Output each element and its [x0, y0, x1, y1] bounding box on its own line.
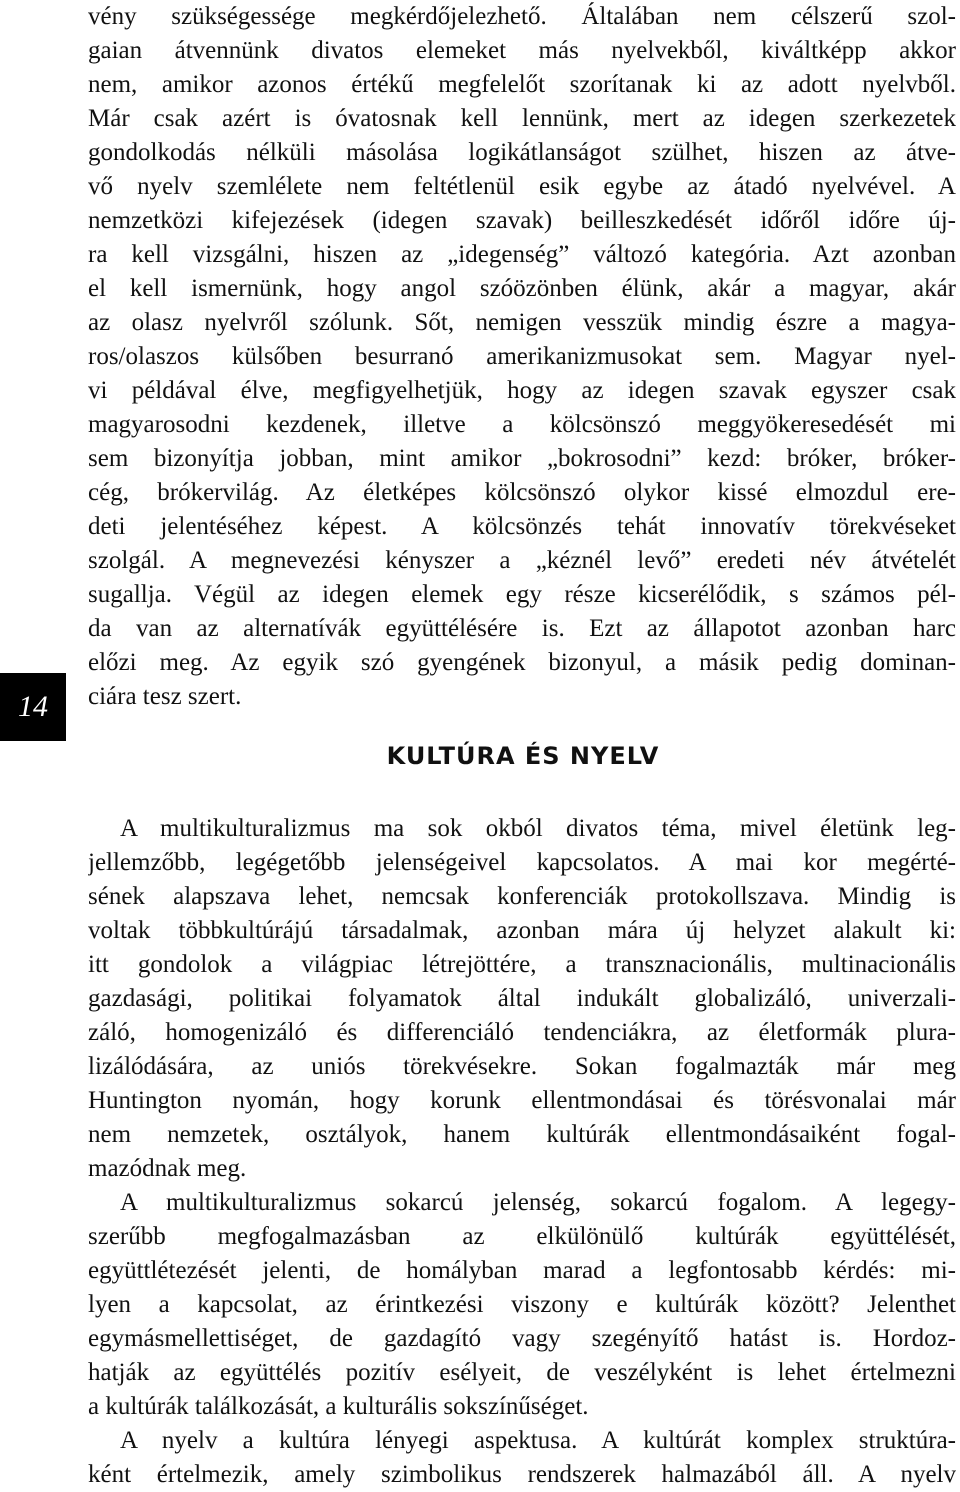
text-line: cég, brókervilág. Az életképes kölcsönszó olykor kissé elmozdul ere-	[88, 479, 956, 506]
text-line: A multikulturalizmus ma sok okból divatos téma, mivel életünk leg-	[120, 815, 956, 842]
text-line: hatják az együttélés pozitív esélyeit, de veszélyként is lehet értelmezni	[88, 1359, 956, 1386]
text-line: záló, homogenizáló és differenciáló tendenciákra, az életformák plura-	[88, 1019, 956, 1046]
text-line: gaian átvennünk divatos elemeket más nyelvekből, kiváltképp akkor	[88, 37, 956, 64]
text-line: nemzetközi kifejezések (idegen szavak) beilleszkedését időről időre új-	[88, 207, 956, 234]
text-line: da van az alternatívák együttélésére is. Ezt az állapotot azonban harc	[88, 615, 956, 642]
text-line: ra kell vizsgálni, hiszen az „idegenség” változó kategória. Azt azonban	[88, 241, 956, 268]
text-line: vő nyelv szemlélete nem feltétlenül esik egybe az átadó nyelvével. A	[88, 173, 956, 200]
text-line: együttlétezését jelenti, de homályban marad a legfontosabb kérdés: mi-	[88, 1257, 956, 1284]
text-line: sem bizonyítja jobban, mint amikor „bokrosodni” kezd: bróker, bróker-	[88, 445, 956, 472]
text-line: vi példával élve, megfigyelhetjük, hogy az idegen szavak egyszer csak	[88, 377, 956, 404]
paragraph-continued	[88, 0, 956, 714]
text-line: Huntington nyomán, hogy korunk ellentmondásai és törésvonalai már	[88, 1087, 956, 1114]
section-body	[88, 812, 956, 1492]
text-line: nem, amikor azonos értékű megfelelőt szorítanak ki az adott nyelvből.	[88, 71, 956, 98]
text-line: A multikulturalizmus sokarcú jelenség, sokarcú fogalom. A legegy-	[120, 1189, 956, 1216]
text-line: ként értelmezik, amely szimbolikus rendszerek halmazából áll. A nyelv	[88, 1461, 956, 1488]
text-line: el kell ismernünk, hogy angol szóözönben élünk, akár a magyar, akár	[88, 275, 956, 302]
text-line: a kultúrák találkozását, a kulturális sokszínűséget.	[88, 1393, 589, 1420]
text-line: lizálódására, az uniós törekvésekre. Sokan fogalmazták már meg	[88, 1053, 956, 1080]
text-line: lyen a kapcsolat, az érintkezési viszony e kultúrák között? Jelenthet	[88, 1291, 956, 1318]
text-line: deti jelentéséhez képest. A kölcsönzés tehát innovatív törekvéseket	[88, 513, 956, 540]
text-line: ciára tesz szert.	[88, 683, 242, 710]
text-line: előzi meg. Az egyik szó gyengének bizonyul, a másik pedig dominan-	[88, 649, 956, 676]
text-line: szerűbb megfogalmazásban az elkülönülő kultúrák együttélését,	[88, 1223, 956, 1250]
text-line: jellemzőbb, legégetőbb jelenségeivel kapcsolatos. A mai kor megérté-	[88, 849, 956, 876]
text-line: mazódnak meg.	[88, 1155, 247, 1182]
page-number-tab: 14	[0, 673, 66, 741]
text-line: sének alapszava lehet, nemcsak konferenciák protokollszava. Mindig is	[88, 883, 956, 910]
text-line: gazdasági, politikai folyamatok által indukált globalizáló, univerzali-	[88, 985, 956, 1012]
text-line: sugallja. Végül az idegen elemek egy része kicserélődik, s számos pél-	[88, 581, 956, 608]
text-line: ros/olaszos külsőben besurranó amerikanizmusokat sem. Magyar nyel-	[88, 343, 956, 370]
text-line: az olasz nyelvről szólunk. Sőt, nemigen vesszük mindig észre a magya-	[88, 309, 956, 336]
text-line: A nyelv a kultúra lényegi aspektusa. A kultúrát komplex struktúra-	[120, 1427, 956, 1454]
text-line: egymásmellettiséget, de gazdagító vagy szegényítő hatást is. Hordoz-	[88, 1325, 956, 1352]
section-heading: KULTÚRA ÉS NYELV	[386, 742, 660, 770]
text-line: itt gondolok a világpiac létrejöttére, a transznacionális, multinacionális	[88, 951, 956, 978]
text-line: nem nemzetek, osztályok, hanem kultúrák ellentmondásaiként fogal-	[88, 1121, 956, 1148]
text-line: magyarosodni kezdenek, illetve a kölcsönszó meggyökeresedését mi	[88, 411, 956, 438]
text-line: gondolkodás nélküli másolása logikátlanságot szülhet, hiszen az átve-	[88, 139, 956, 166]
text-line: szolgál. A megnevezési kényszer a „kéznél levő” eredeti név átvételét	[88, 547, 956, 574]
text-line: voltak többkultúrájú társadalmak, azonban mára új helyzet alakult ki:	[88, 917, 956, 944]
text-line: vény szükségessége megkérdőjelezhető. Általában nem célszerű szol-	[88, 3, 956, 30]
text-line: Már csak azért is óvatosnak kell lennünk, mert az idegen szerkezetek	[88, 105, 956, 132]
